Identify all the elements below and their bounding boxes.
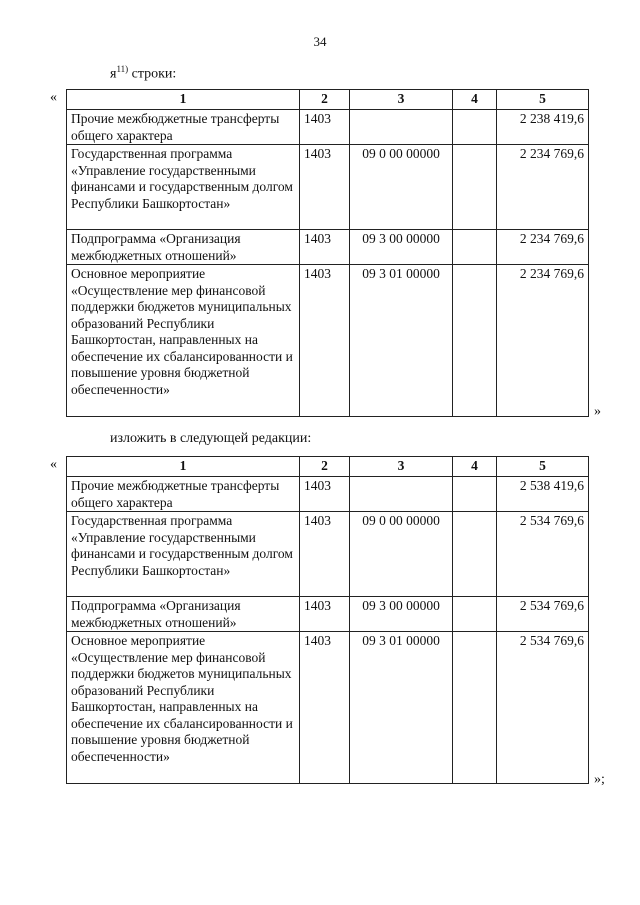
intro-prefix: я [110, 66, 117, 82]
row-vr [453, 230, 497, 265]
row-name: Государственная программа «Управление государственными финансами и государственным долгом Республики Башкортостан» [67, 512, 300, 597]
table-header-row [67, 457, 589, 477]
row-name: Государственная программа «Управление государственными финансами и государственным долгом Республики Башкортостан» [67, 145, 300, 230]
row-amount: 2 234 769,6 [497, 145, 589, 230]
row-vr [453, 512, 497, 597]
row-amount: 2 534 769,6 [497, 632, 589, 784]
row-amount: 2 238 419,6 [497, 110, 589, 145]
page-number: 34 [313, 34, 327, 49]
table-row [67, 110, 589, 145]
close-quote-2: »; [594, 772, 605, 787]
table-row [67, 512, 589, 597]
row-amount: 2 534 769,6 [497, 512, 589, 597]
header-col-4: 4 [453, 457, 497, 477]
row-csr [350, 477, 453, 512]
row-name: Подпрограмма «Организация межбюджетных отношений» [67, 597, 300, 632]
open-quote-1: « [50, 90, 57, 105]
table-row [67, 597, 589, 632]
row-vr [453, 597, 497, 632]
header-col-2: 2 [300, 457, 350, 477]
table-before [66, 89, 589, 417]
row-code: 1403 [300, 477, 350, 512]
close-quote-1: » [594, 404, 601, 419]
table-row [67, 230, 589, 265]
row-amount: 2 234 769,6 [497, 230, 589, 265]
row-csr: 09 3 01 00000 [350, 632, 453, 784]
header-col-5: 5 [497, 457, 589, 477]
open-quote-2: « [50, 457, 57, 472]
row-code: 1403 [300, 110, 350, 145]
header-col-4: 4 [453, 90, 497, 110]
header-col-1: 1 [67, 90, 300, 110]
table-row [67, 477, 589, 512]
row-code: 1403 [300, 597, 350, 632]
row-vr [453, 477, 497, 512]
row-vr [453, 110, 497, 145]
row-amount: 2 538 419,6 [497, 477, 589, 512]
table-row [67, 145, 589, 230]
row-csr: 09 0 00 00000 [350, 145, 453, 230]
intro-superscript: 11) [116, 64, 129, 74]
row-code: 1403 [300, 265, 350, 417]
row-vr [453, 145, 497, 230]
header-col-3: 3 [350, 457, 453, 477]
table-row [67, 632, 589, 784]
row-name: Основное мероприятие «Осуществление мер финансовой поддержки бюджетов муниципальных образований Республики Башкортостан, направленных на обеспечение их сбалансированности и повышение уровня бюджетной обеспеченности» [67, 265, 300, 417]
header-col-1: 1 [67, 457, 300, 477]
table-row [67, 265, 589, 417]
header-col-3: 3 [350, 90, 453, 110]
table-header-row [67, 90, 589, 110]
row-csr: 09 3 00 00000 [350, 230, 453, 265]
row-name: Подпрограмма «Организация межбюджетных отношений» [67, 230, 300, 265]
row-code: 1403 [300, 230, 350, 265]
row-vr [453, 632, 497, 784]
intro-heading [110, 64, 176, 83]
row-csr [350, 110, 453, 145]
row-code: 1403 [300, 632, 350, 784]
row-name: Прочие межбюджетные трансферты общего характера [67, 110, 300, 145]
row-name: Основное мероприятие «Осуществление мер финансовой поддержки бюджетов муниципальных образований Республики Башкортостан, направленных на обеспечение их сбалансированности и повышение уровня бюджетной обеспеченности» [67, 632, 300, 784]
row-code: 1403 [300, 145, 350, 230]
row-csr: 09 3 00 00000 [350, 597, 453, 632]
table-after [66, 456, 589, 784]
row-amount: 2 534 769,6 [497, 597, 589, 632]
row-vr [453, 265, 497, 417]
intro-suffix: строки: [128, 66, 177, 82]
row-csr: 09 0 00 00000 [350, 512, 453, 597]
header-col-2: 2 [300, 90, 350, 110]
row-code: 1403 [300, 512, 350, 597]
middle-text: изложить в следующей редакции: [110, 431, 312, 446]
header-col-5: 5 [497, 90, 589, 110]
row-amount: 2 234 769,6 [497, 265, 589, 417]
row-name: Прочие межбюджетные трансферты общего характера [67, 477, 300, 512]
row-csr: 09 3 01 00000 [350, 265, 453, 417]
